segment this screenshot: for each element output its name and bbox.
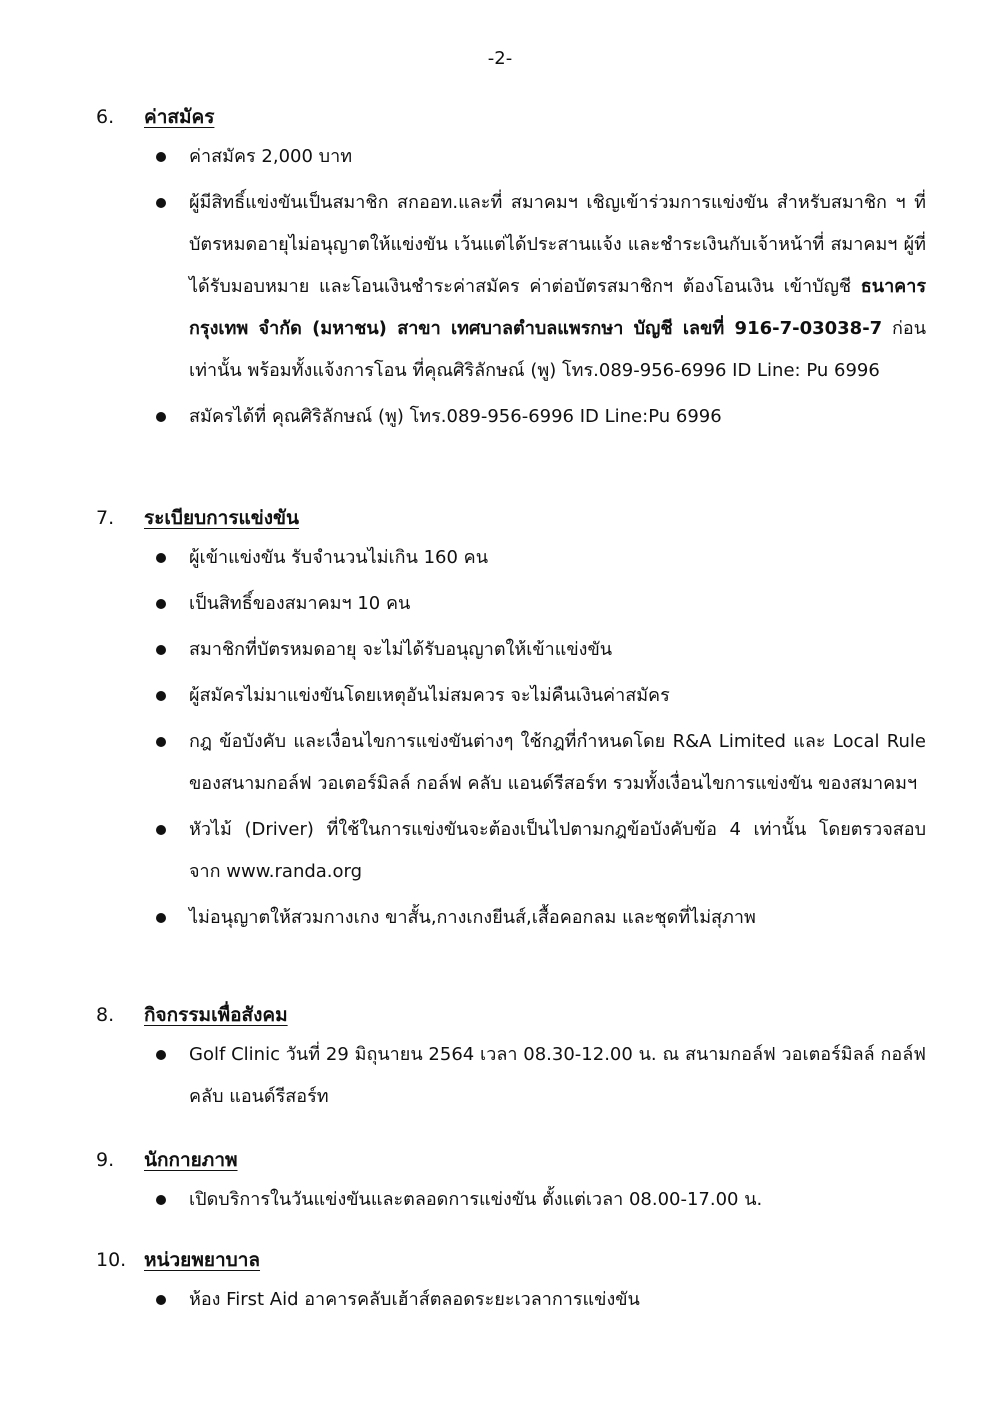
- bullet-icon: [156, 1295, 166, 1305]
- section-heading: [96, 102, 926, 132]
- item-text: ห้อง First Aid อาคารคลับเฮ้าส์ตลอดระยะเวลาการแข่งขัน: [189, 1289, 640, 1310]
- item-text: เป็นสิทธิ์ของสมาคมฯ 10 คน: [189, 593, 411, 614]
- bullet-icon: [156, 553, 166, 563]
- item-text: ผู้เข้าแข่งขัน รับจำนวนไม่เกิน 160 คน: [189, 547, 489, 568]
- page-number: -2-: [487, 48, 513, 69]
- list-item: [96, 1179, 926, 1221]
- section-heading: [96, 1245, 926, 1275]
- section-title: นักกายภาพ: [144, 1149, 238, 1171]
- section-number: 9.: [96, 1149, 115, 1171]
- list-item: [96, 583, 926, 625]
- list-item: [96, 721, 926, 805]
- list-item: [96, 396, 926, 438]
- section-heading: [96, 1000, 926, 1030]
- item-text: สมัครได้ที่ คุณศิริลักษณ์ (พู) โทร.089-956-6996 ID Line:Pu 6996: [189, 406, 722, 427]
- section-title: หน่วยพยาบาล: [144, 1249, 261, 1271]
- section-social-activity: [96, 1000, 926, 1118]
- section-number: 8.: [96, 1004, 115, 1026]
- section-rules: [96, 503, 926, 939]
- bank-account-text: ธนาคารกรุงเทพ จำกัด (มหาชน) สาขา เทศบาลตำบลแพรกษา บัญชี เลขที่ 916-7-03038-7: [189, 276, 926, 339]
- bullet-icon: [156, 1195, 166, 1205]
- bullet-icon: [156, 1050, 166, 1060]
- item-text: หัวไม้ (Driver) ที่ใช้ในการแข่งขันจะต้องเป็นไปตามกฎข้อบังคับข้อ 4 เท่านั้น โดยตรวจสอบ จาก www.randa.org: [189, 819, 926, 882]
- list-item: [96, 1279, 926, 1321]
- bullet-icon: [156, 691, 166, 701]
- section-heading: [96, 503, 926, 533]
- item-text: Golf Clinic วันที่ 29 มิถุนายน 2564 เวลา 08.30-12.00 น. ณ สนามกอล์ฟ วอเตอร์มิลล์ กอล์ฟ คลับ แอนด์รีสอร์ท: [189, 1044, 926, 1107]
- item-text: ผู้มีสิทธิ์แข่งขันเป็นสมาชิก สกออท.และที่ สมาคมฯ เชิญเข้าร่วมการแข่งขัน สำหรับสมาชิก ฯ ที่บัตรหมดอายุไม่อนุญาตให้แข่งขัน เว้นแต่ได้ประสานแจ้ง และชำระเงินกับเจ้าหน้าที่ สมาคมฯ ผู้ที่ได้รับมอบหมาย และโอนเงินชำระค่าสมัคร ค่าต่อบัตรสมาชิกฯ ต้องโอนเงิน เข้าบัญชี ธนาคารกรุงเทพ จำกัด (มหาชน) สาขา เทศบาลตำบลแพรกษา บัญชี เลขที่ 916-7-03038-7 ก่อนเท่านั้น พร้อมทั้งแจ้งการโอน ที่คุณศิริลักษณ์ (พู) โทร.089-956-6996 ID Line: Pu 6996: [189, 192, 926, 381]
- section-title: ระเบียบการแข่งขัน: [144, 507, 300, 529]
- bullet-icon: [156, 645, 166, 655]
- list-item: [96, 182, 926, 392]
- item-text: เปิดบริการในวันแข่งขันและตลอดการแข่งขัน ตั้งแต่เวลา 08.00-17.00 น.: [189, 1189, 763, 1210]
- item-text: ค่าสมัคร 2,000 บาท: [189, 146, 353, 167]
- section-heading: [96, 1145, 926, 1175]
- section-number: 6.: [96, 106, 115, 128]
- list-item: [96, 675, 926, 717]
- list-item: [96, 136, 926, 178]
- bullet-icon: [156, 599, 166, 609]
- item-text: ไม่อนุญาตให้สวมกางเกง ขาสั้น,กางเกงยีนส์,เสื้อคอกลม และชุดที่ไม่สุภาพ: [189, 907, 756, 928]
- section-number: 10.: [96, 1249, 127, 1271]
- section-medical-unit: [96, 1245, 926, 1321]
- list-item: [96, 629, 926, 671]
- section-title: ค่าสมัคร: [144, 106, 215, 128]
- section-number: 7.: [96, 507, 115, 529]
- section-title: กิจกรรมเพื่อสังคม: [144, 1004, 288, 1026]
- section-fee: [96, 102, 926, 438]
- bullet-icon: [156, 825, 166, 835]
- list-item: [96, 897, 926, 939]
- bullet-icon: [156, 152, 166, 162]
- item-text: กฎ ข้อบังคับ และเงื่อนไขการแข่งขันต่างๆ ใช้กฎที่กำหนดโดย R&A Limited และ Local Rule ของสนามกอล์ฟ วอเตอร์มิลล์ กอล์ฟ คลับ แอนด์รีสอร์ท รวมทั้งเงื่อนไขการแข่งขัน ของสมาคมฯ: [189, 731, 926, 794]
- list-item: [96, 537, 926, 579]
- item-text: ผู้สมัครไม่มาแข่งขันโดยเหตุอันไม่สมควร จะไม่คืนเงินค่าสมัคร: [189, 685, 670, 706]
- bullet-icon: [156, 198, 166, 208]
- item-text: สมาชิกที่บัตรหมดอายุ จะไม่ได้รับอนุญาตให้เข้าแข่งขัน: [189, 639, 613, 660]
- bullet-icon: [156, 913, 166, 923]
- bullet-icon: [156, 412, 166, 422]
- list-item: [96, 809, 926, 893]
- list-item: [96, 1034, 926, 1118]
- bullet-icon: [156, 737, 166, 747]
- section-physiotherapist: [96, 1145, 926, 1221]
